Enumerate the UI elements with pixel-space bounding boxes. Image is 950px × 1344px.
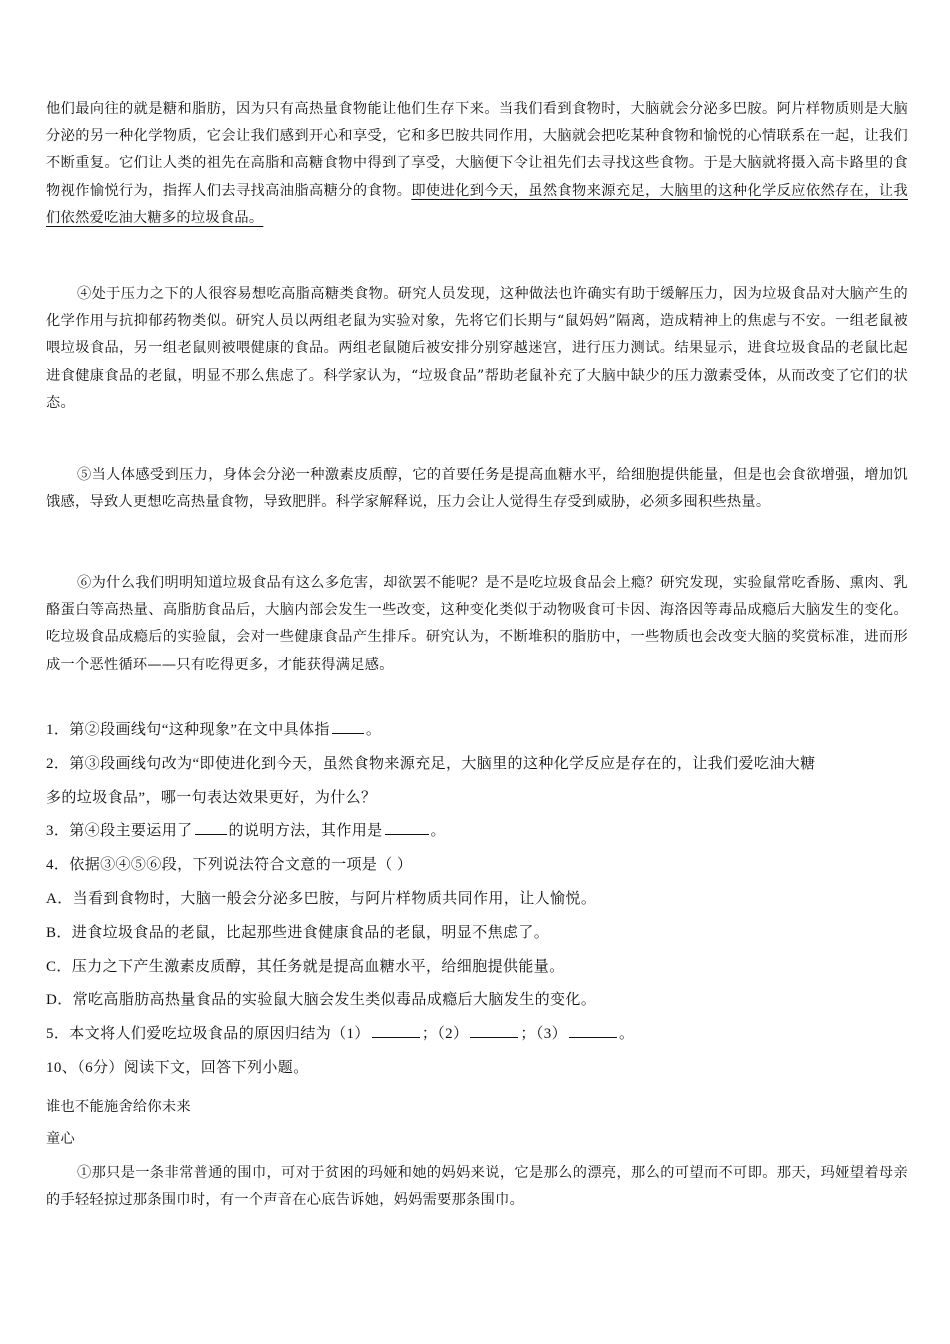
passage2-paragraph-1: ①那只是一条非常普通的围巾，可对于贫困的玛娅和她的妈妈来说，它是那么的漂亮，那么的可望而不可即。那天，玛娅望着母亲的手轻轻掠过那条围巾时，有一个声音在心底告诉她，妈妈需要那条围巾。 <box>46 1165 908 1208</box>
paragraph-3-text: 他们最向往的就是糖和脂肪，因为只有高热量食物能让他们生存下来。当我们看到食物时，大脑就会分泌多巴胺。阿片样物质则是大脑分泌的另一种化学物质，它会让我们感到开心和享受，它和多巴胺共同作用，大脑就会把吃某种食物和愉悦的心情联系在一起，让我们不断重复。它们让人类的祖先在高脂和高糖食物中得到了享受，大脑便下令让祖先们去寻找这些食物。于是大脑就将摄入高卡路里的食物视作愉悦行为，指挥人们去寻找高油脂高糖分的食物。 <box>46 101 908 199</box>
answer-blank[interactable] <box>372 1023 420 1038</box>
passage2-title: 谁也不能施舍给你未来 <box>46 1099 191 1115</box>
question-2-line-1: 2．第③段画线句改为“即使进化到今天，虽然食物来源充足，大脑里的这种化学反应是存在的，让我们爱吃油大糖 <box>46 755 816 772</box>
answer-blank[interactable] <box>385 820 429 835</box>
passage2-author: 童心 <box>46 1131 75 1147</box>
answer-blank[interactable] <box>569 1023 617 1038</box>
questions-block <box>46 714 908 1086</box>
passage1-paragraph-4: ④处于压力之下的人很容易想吃高脂高糖类食物。研究人员发现，这种做法也许确实有助于缓解压力，因为垃圾食品对大脑产生的化学作用与抗抑郁药物类似。研究人员以两组老鼠为实验对象，先将它们长期与“鼠妈妈”隔离，造成精神上的焦虑与不安。一组老鼠被喂垃圾食品，另一组老鼠则被喂健康的食品。两组老鼠随后被安排分别穿越迷宫，进行压力测试。结果显示，进食垃圾食品的老鼠比起进食健康食品的老鼠，明显不那么焦虑了。科学家认为，“垃圾食品”帮助老鼠补充了大脑中缺少的压力激素受体，从而改变了它们的状态。 <box>46 286 908 411</box>
option-c[interactable]: C．压力之下产生激素皮质醇，其任务就是提高血糖水平，给细胞提供能量。 <box>46 958 565 975</box>
option-b[interactable]: B．进食垃圾食品的老鼠，比起那些进食健康食品的老鼠，明显不焦虑了。 <box>46 924 550 941</box>
passage1-paragraph-3 <box>46 96 908 232</box>
question-4: 4．依据③④⑤⑥段，下列说法符合文意的一项是（ ） <box>46 857 413 874</box>
underlined-sentence: 即使进化到今天，虽然食物来源充足，大脑里的这种化学反应依然存在，让我们依然爱吃油大糖多的垃圾食品。 <box>46 182 908 226</box>
passage1-paragraph-5: ⑤当人体感受到压力，身体会分泌一种激素皮质醇，它的首要任务是提高血糖水平，给细胞提供能量，但是也会食欲增强，增加饥饿感，导致人更想吃高热量食物，导致肥胖。科学家解释说，压力会让人觉得生存受到威胁，必须多囤积些热量。 <box>46 467 908 511</box>
option-a[interactable]: A．当看到食物时，大脑一般会分泌多巴胺，与阿片样物质共同作用，让人愉悦。 <box>46 890 597 907</box>
question-2-line-2: 多的垃圾食品”，哪一句表达效果更好，为什么？ <box>46 789 377 806</box>
question-3: 3．第④段主要运用了 的说明方法，其作用是 。 <box>46 815 908 849</box>
answer-blank[interactable] <box>470 1023 518 1038</box>
option-d[interactable]: D．常吃高脂肪高热量食品的实验鼠大脑会发生类似毒品成瘾后大脑发生的变化。 <box>46 992 597 1009</box>
question-1: 1．第②段画线句“这种现象”在文中具体指 。 <box>46 714 908 748</box>
answer-blank[interactable] <box>332 719 364 734</box>
question-5: 5．本文将人们爱吃垃圾食品的原因归结为（1） ；（2） ；（3） 。 <box>46 1018 908 1052</box>
answer-blank[interactable] <box>195 820 227 835</box>
question-10-heading: 10、（6分）阅读下文，回答下列小题。 <box>46 1059 309 1076</box>
passage1-paragraph-6: ⑥为什么我们明明知道垃圾食品有这么多危害，却欲罢不能呢？是不是吃垃圾食品会上瘾？研究发现，实验鼠常吃香肠、熏肉、乳酪蛋白等高热量、高脂肪食品后，大脑内部会发生一些改变，这种变化类似于动物吸食可卡因、海洛因等毒品成瘾后大脑发生的变化。吃垃圾食品成瘾后的实验鼠，会对一些健康食品产生排斥。研究认为，不断堆积的脂肪中，一些物质也会改变大脑的奖赏标准，进而形成一个恶性循环——只有吃得更多，才能获得满足感。 <box>46 575 908 673</box>
